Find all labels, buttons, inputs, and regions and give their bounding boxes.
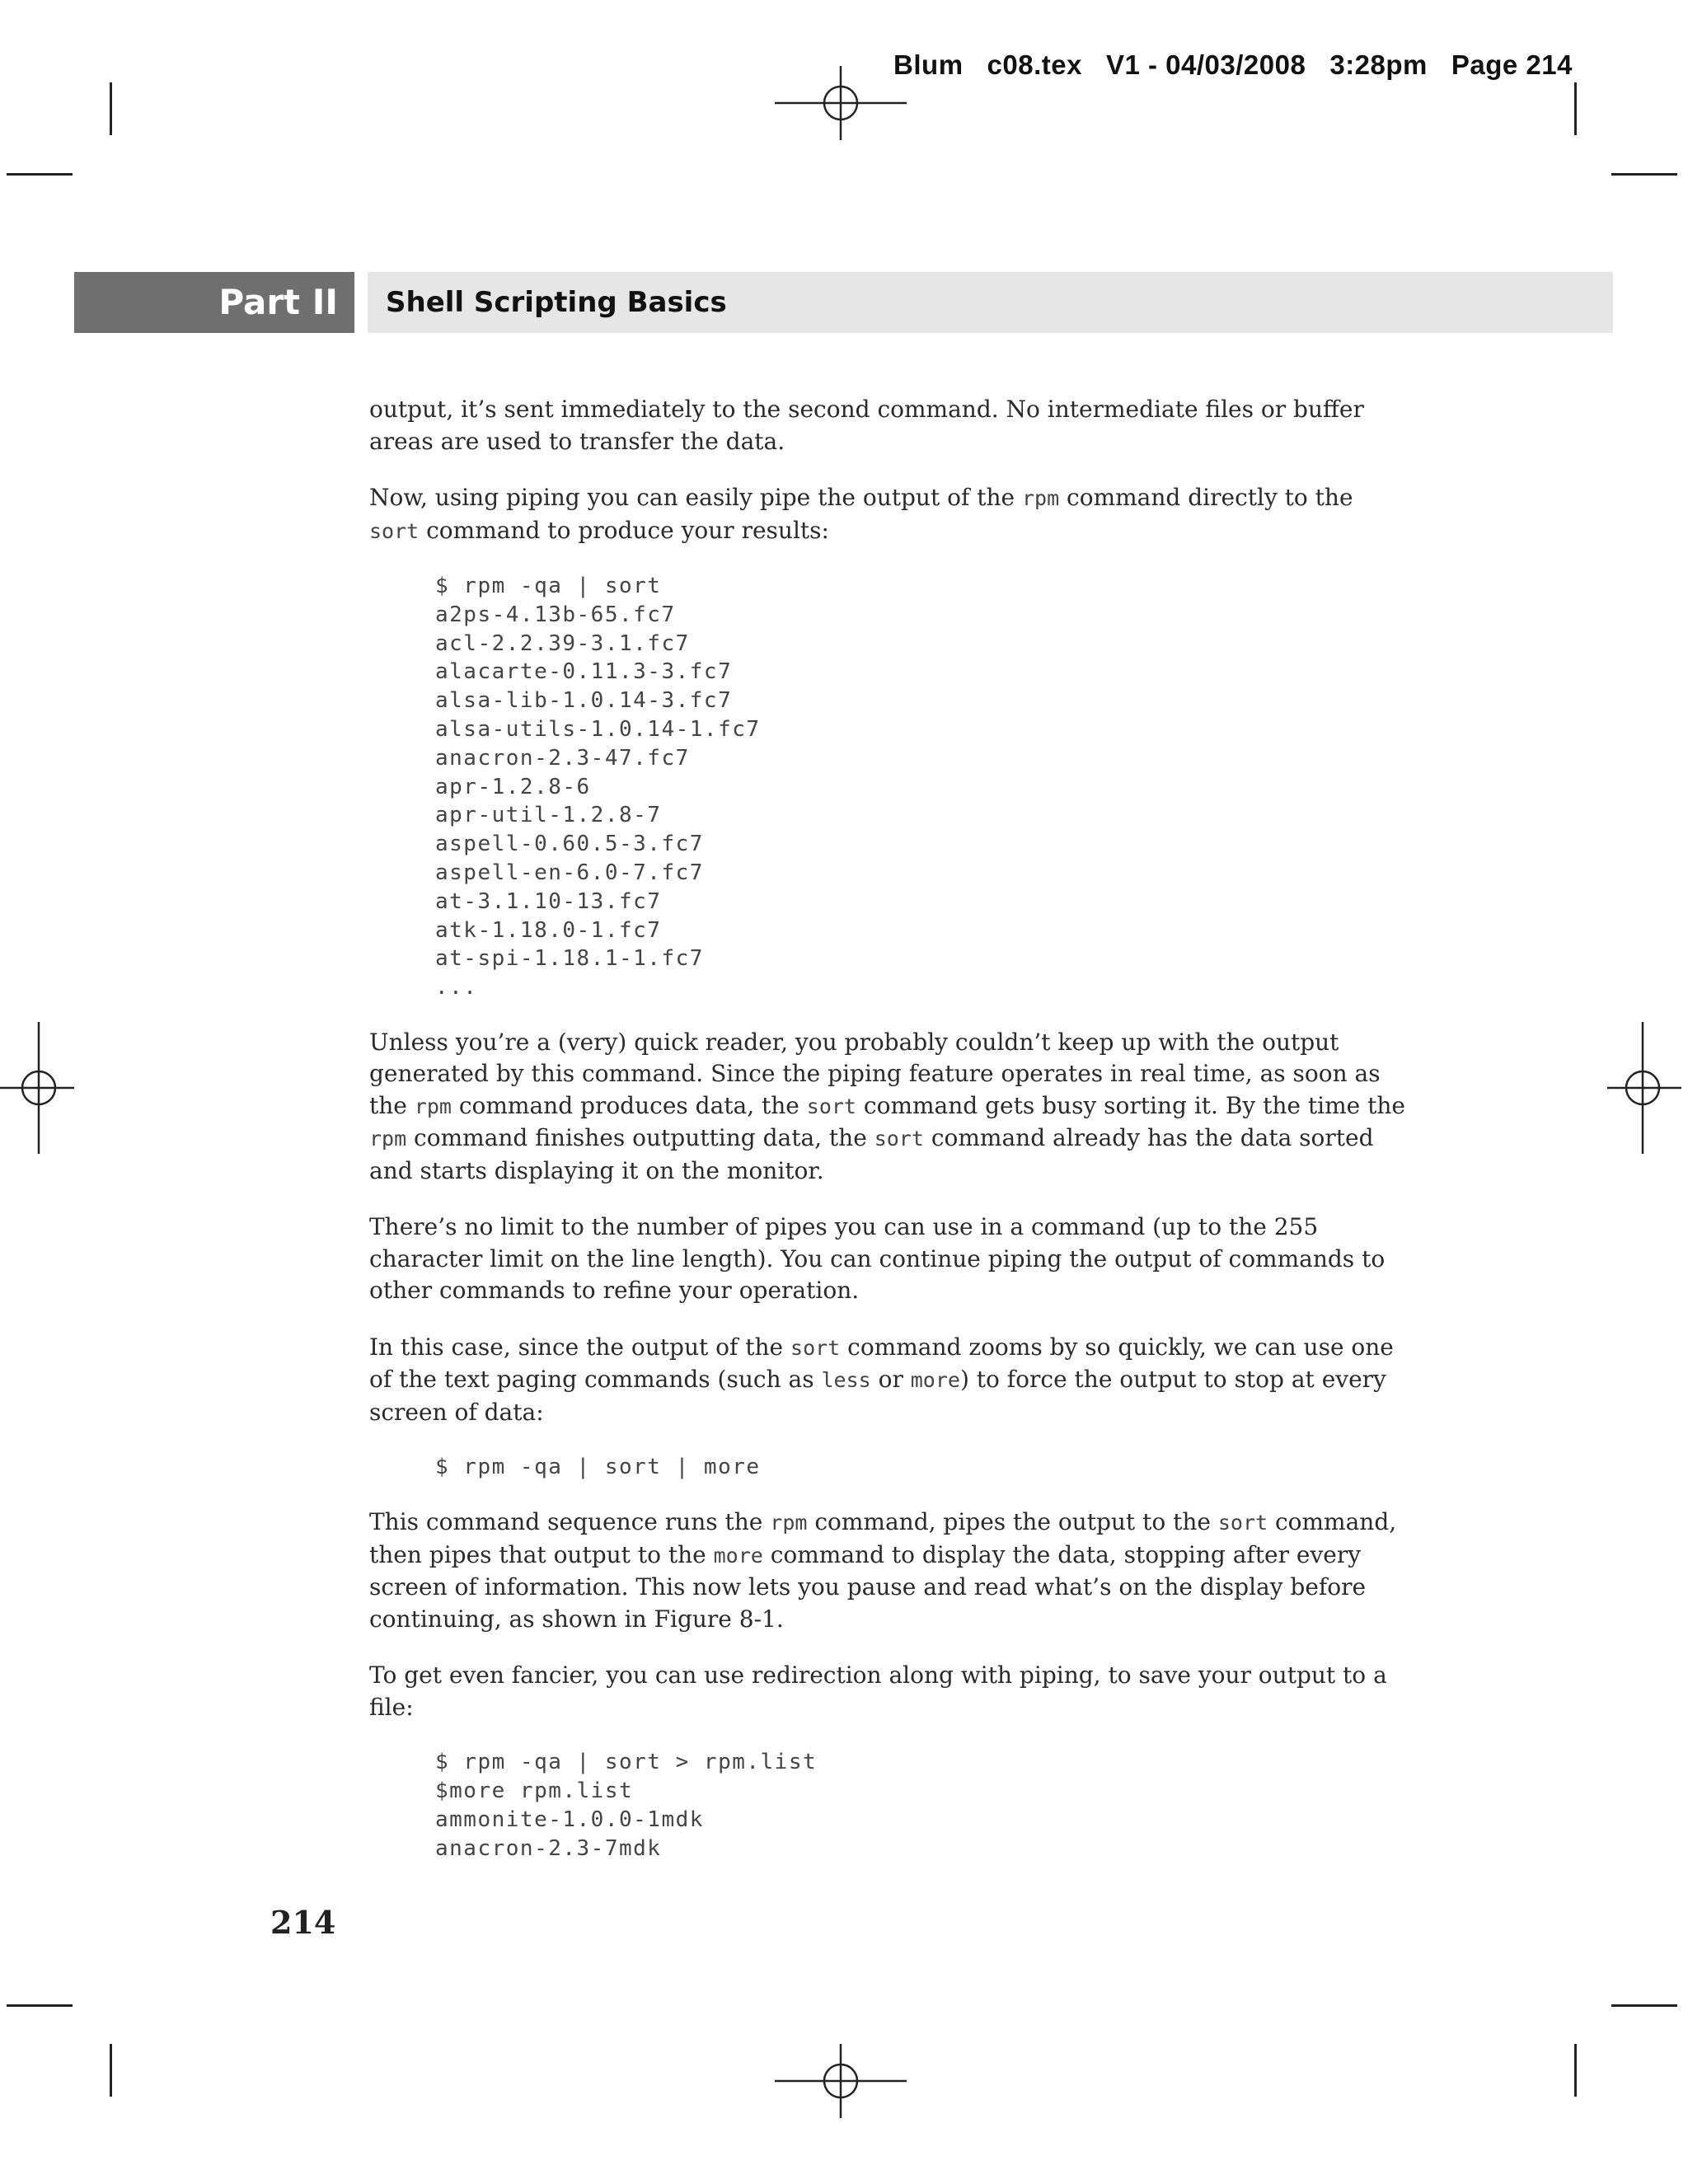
text-run: command produces data, the [451, 1091, 807, 1119]
code-line: at-spi-1.18.1-1.fc7 [435, 946, 704, 972]
paragraph [369, 1507, 1409, 1635]
code-line: ammonite-1.0.0-1mdk [435, 1807, 704, 1832]
crop-mark [1611, 2004, 1677, 2007]
text-run: command to produce your results: [419, 516, 829, 544]
running-header [74, 272, 1613, 333]
page-body [369, 394, 1409, 1887]
registration-mark-icon [1607, 1022, 1681, 1154]
code-line: aspell-en-6.0-7.fc7 [435, 860, 704, 885]
text-run: command finishes outputting data, the [406, 1124, 874, 1152]
code-line: $ rpm -qa | sort > rpm.list [435, 1750, 818, 1775]
crop-mark [1611, 173, 1677, 176]
registration-mark-icon [0, 1022, 74, 1154]
text-run: In this case, since the output of the [369, 1333, 791, 1361]
code-line: apr-1.2.8-6 [435, 774, 591, 799]
crop-mark [110, 82, 112, 135]
crop-mark [1574, 2044, 1577, 2097]
text-run: Unless you’re a (very) quick reader, you probably couldn’t keep up with the output generated by this command. Since the piping feature operates in real time, as soon as the [369, 1028, 1381, 1119]
inline-code: rpm [770, 1511, 808, 1535]
crop-mark [110, 2044, 112, 2097]
paragraph: There’s no limit to the number of pipes you can use in a command (up to the 255 character limit on the line length). You can continue piping the output of commands to other commands to refine your operation. [369, 1213, 1386, 1305]
crop-mark [7, 173, 73, 176]
text-run: or [870, 1366, 911, 1394]
code-line: $ rpm -qa | sort [435, 574, 662, 598]
inline-code: rpm [1021, 486, 1060, 510]
inline-code: rpm [414, 1094, 452, 1118]
text-run: command, pipes the output to the [807, 1508, 1218, 1536]
inline-code: less [821, 1368, 871, 1393]
text-run: command, then pipes that output to the [369, 1508, 1397, 1568]
inline-code: sort [1217, 1511, 1268, 1535]
text-run: command to display the data, stopping after every screen of information. This now lets you pause and read what’s on the display before continuing, as shown in Figure 8-1. [369, 1540, 1367, 1633]
code-line: ... [435, 975, 478, 1001]
inline-code: sort [806, 1094, 856, 1118]
code-line: a2ps-4.13b-65.fc7 [435, 602, 676, 627]
paragraph [369, 482, 1409, 547]
section-title: Shell Scripting Basics [368, 272, 1613, 333]
text-run: command zooms by so quickly, we can use one of the text paging commands (such as [369, 1333, 1394, 1394]
slug-line: Blum c08.tex V1 - 04/03/2008 3:28pm Page 214 [893, 49, 1573, 80]
code-line: at-3.1.10-13.fc7 [435, 888, 662, 914]
code-block [435, 1748, 1409, 1863]
paragraph [369, 1332, 1409, 1429]
crop-mark [1574, 82, 1577, 135]
code-line: $ rpm -qa | sort | more [435, 1455, 761, 1480]
text-run: command directly to the [1059, 484, 1353, 511]
inline-code: sort [790, 1335, 841, 1360]
code-line: aspell-0.60.5-3.fc7 [435, 832, 704, 857]
crop-mark [7, 2004, 73, 2007]
text-run: This command sequence runs the [369, 1508, 771, 1536]
inline-code: more [713, 1543, 763, 1568]
code-line: alacarte-0.11.3-3.fc7 [435, 659, 733, 685]
code-line: alsa-lib-1.0.14-3.fc7 [435, 688, 733, 714]
paragraph: output, it’s sent immediately to the second command. No intermediate files or buffer areas are used to transfer the data. [369, 396, 1364, 455]
code-line: anacron-2.3-47.fc7 [435, 745, 690, 771]
code-line: anacron-2.3-7mdk [435, 1835, 662, 1861]
paragraph: To get even fancier, you can use redirection along with piping, to save your output to a file: [369, 1661, 1387, 1721]
code-block [435, 1453, 1409, 1482]
code-line: $more rpm.list [435, 1779, 634, 1804]
code-block [435, 572, 1409, 1002]
code-line: apr-util-1.2.8-7 [435, 803, 662, 828]
code-line: alsa-utils-1.0.14-1.fc7 [435, 716, 761, 742]
text-run: command gets busy sorting it. By the time the [856, 1091, 1405, 1119]
text-run: ) to force the output to stop at every screen of data: [369, 1366, 1386, 1426]
inline-code: sort [369, 518, 420, 543]
code-line: acl-2.2.39-3.1.fc7 [435, 630, 690, 656]
text-run: command already has the data sorted and starts displaying it on the monitor. [369, 1124, 1374, 1184]
page-number: 214 [270, 1904, 336, 1941]
registration-mark-icon [775, 2044, 907, 2118]
code-line: atk-1.18.0-1.fc7 [435, 917, 662, 943]
inline-code: rpm [369, 1127, 407, 1151]
paragraph [369, 1027, 1409, 1188]
part-label: Part II [74, 272, 354, 333]
text-run: Now, using piping you can easily pipe the output of the [369, 484, 1022, 511]
inline-code: more [910, 1368, 960, 1393]
registration-mark-icon [775, 66, 907, 140]
inline-code: sort [874, 1127, 924, 1151]
